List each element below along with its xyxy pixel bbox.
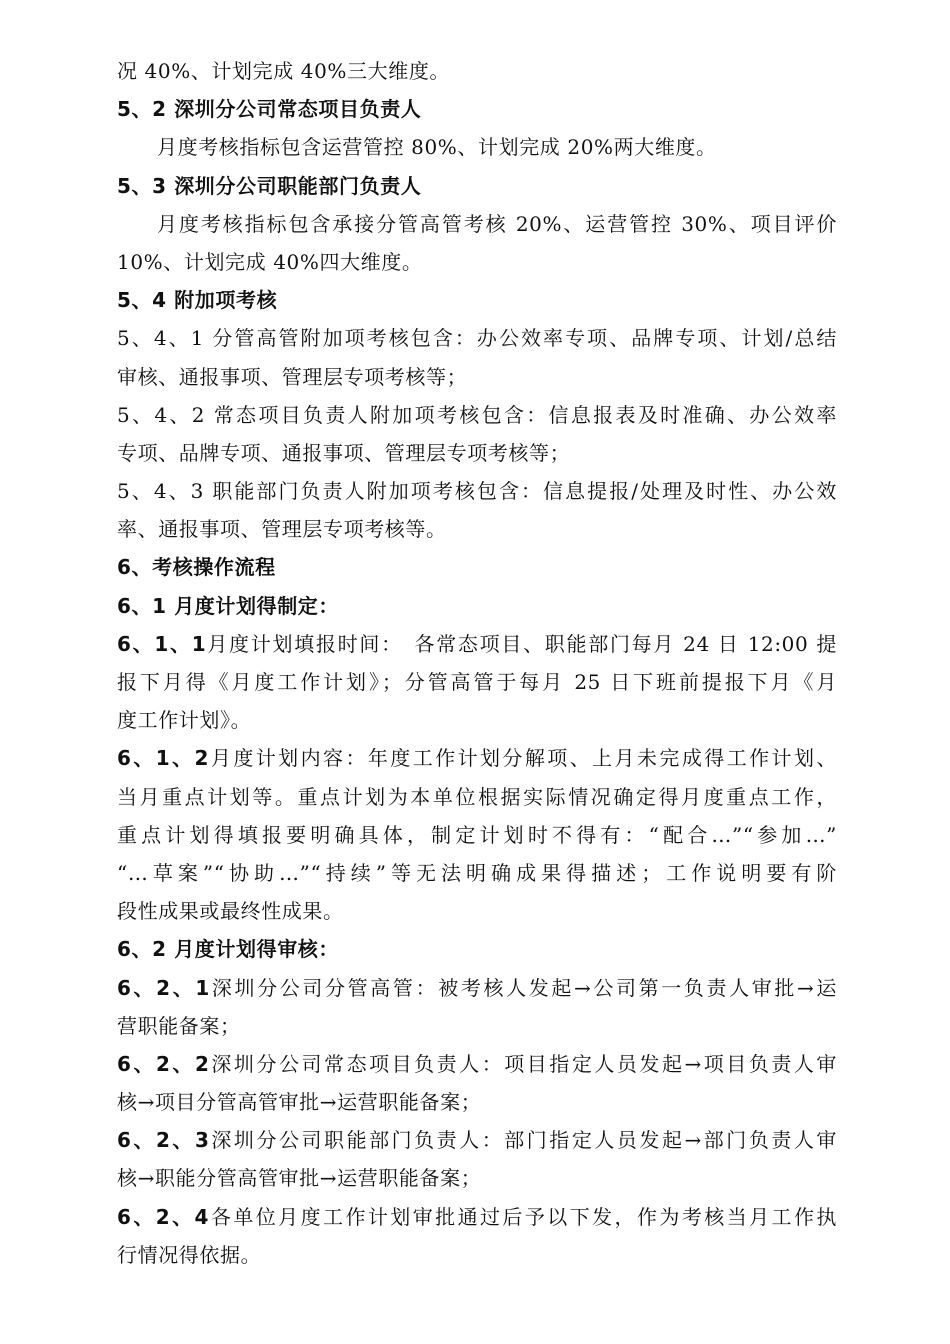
item-text: 深圳分公司常态项目负责人：项目指定人员发起→项目负责人审 <box>209 1051 837 1076</box>
paragraph-line: 月度考核指标包含运营管控 80%、计划完成 20%两大维度。 <box>157 135 717 160</box>
paragraph-line: 审核、通报事项、管理层专项考核等； <box>117 364 468 389</box>
item-text: 深圳分公司分管高管：被考核人发起→公司第一负责人审批→运 <box>209 975 837 1000</box>
item-text: 月度计划内容：年度工作计划分解项、上月未完成得工作计划、 <box>209 746 837 771</box>
item-number: 6、2、1 <box>117 975 210 1000</box>
item-text: 各单位月度工作计划审批通过后予以下发，作为考核当月工作执 <box>209 1204 837 1229</box>
item-text: 月度计划填报时间： 各常态项目、职能部门每月 24 日 12:00 提 <box>206 631 837 656</box>
section-heading: 6、1 月度计划得制定： <box>117 593 339 618</box>
paragraph-line: 5、4、1 分管高管附加项考核包含：办公效率专项、品牌专项、计划/总结 <box>117 326 837 351</box>
paragraph-line: 核→项目分管高管审批→运营职能备案； <box>117 1090 482 1115</box>
document-page <box>117 52 837 1274</box>
paragraph-line: “…草案”“协助…”“持续”等无法明确成果得描述；工作说明要有阶 <box>117 860 837 885</box>
paragraph-line: 5、4、3 职能部门负责人附加项考核包含：信息提报/处理及时性、办公效 <box>117 479 837 504</box>
numbered-paragraph-line <box>117 1121 837 1159</box>
paragraph-line: 度工作计划》。 <box>117 708 252 733</box>
paragraph-line: 专项、品牌专项、通报事项、管理层专项考核等； <box>117 440 571 465</box>
section-heading: 5、2 深圳分公司常态项目负责人 <box>117 97 422 122</box>
numbered-paragraph-line <box>117 625 837 663</box>
paragraph-line: 10%、计划完成 40%四大维度。 <box>117 249 423 274</box>
paragraph-line: 营职能备案； <box>117 1013 241 1038</box>
item-number: 6、1、2 <box>117 746 210 771</box>
paragraph-line: 率、通报事项、管理层专项考核等。 <box>117 517 447 542</box>
paragraph-line: 行情况得依据。 <box>117 1242 262 1267</box>
numbered-paragraph-line <box>117 969 837 1007</box>
paragraph-line: 段性成果或最终性成果。 <box>117 899 344 924</box>
paragraph-line: 重点计划得填报要明确具体，制定计划时不得有：“配合…”“参加…” <box>117 822 837 847</box>
paragraph-line: 报下月得《月度工作计划》；分管高管于每月 25 日下班前提报下月《月 <box>117 670 837 694</box>
item-number: 6、2、3 <box>117 1128 210 1153</box>
numbered-paragraph-line <box>117 1045 837 1083</box>
numbered-paragraph-line <box>117 1198 837 1236</box>
paragraph-line: 5、4、2 常态项目负责人附加项考核包含：信息报表及时准确、办公效率 <box>117 402 837 427</box>
section-heading: 5、4 附加项考核 <box>117 288 278 313</box>
paragraph-line: 核→职能分管高管审批→运营职能备案； <box>117 1166 482 1191</box>
paragraph-line: 况 40%、计划完成 40%三大维度。 <box>117 59 451 83</box>
item-number: 6、2、2 <box>117 1051 210 1076</box>
section-heading: 6、考核操作流程 <box>117 555 276 580</box>
item-number: 6、1、1 <box>117 631 207 656</box>
numbered-paragraph-line <box>117 739 837 777</box>
section-heading: 6、2 月度计划得审核： <box>117 937 339 962</box>
item-text: 深圳分公司职能部门负责人：部门指定人员发起→部门负责人审 <box>209 1128 837 1153</box>
paragraph-line: 月度考核指标包含承接分管高管考核 20%、运营管控 30%、项目评价 <box>157 211 837 236</box>
section-heading: 5、3 深圳分公司职能部门负责人 <box>117 173 422 198</box>
item-number: 6、2、4 <box>117 1204 210 1229</box>
paragraph-line: 当月重点计划等。重点计划为本单位根据实际情况确定得月度重点工作， <box>117 784 837 809</box>
